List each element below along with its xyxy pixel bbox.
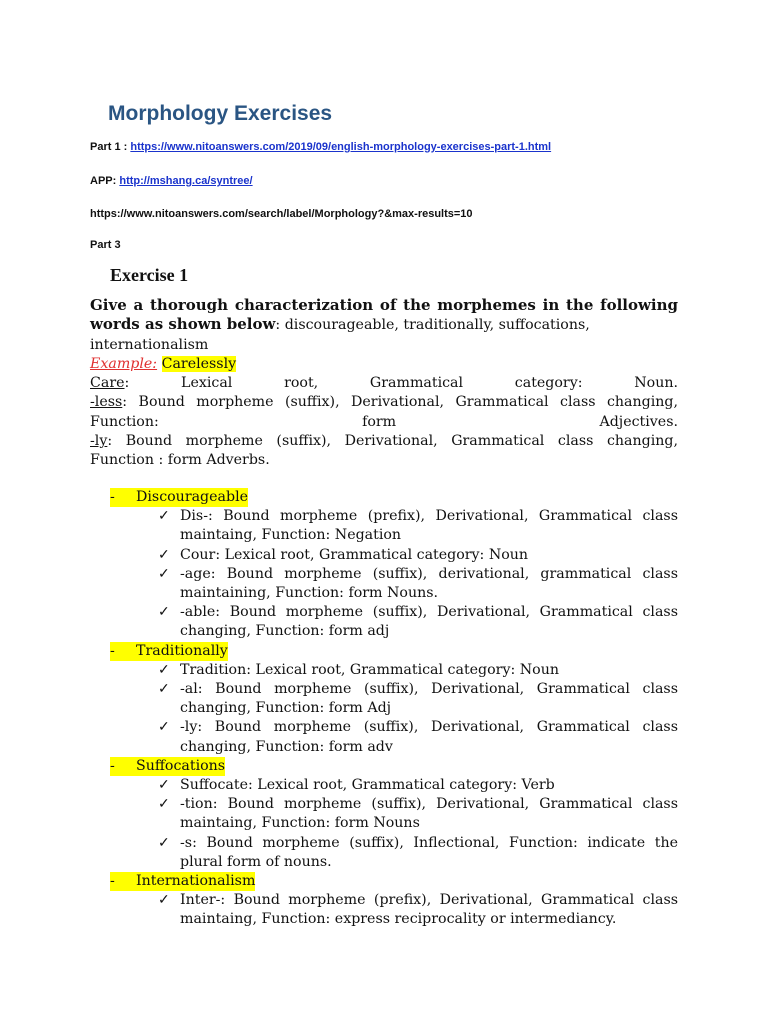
app-label: APP: bbox=[90, 175, 120, 187]
checkmark-icon: ✓ bbox=[158, 834, 170, 851]
part1-label: Part 1 : bbox=[90, 141, 131, 153]
checkmark-icon: ✓ bbox=[158, 719, 170, 736]
sub-item-line-1: Inter-: Bound morpheme (prefix), Derivational, Grammatical class bbox=[180, 892, 678, 909]
instruction-bold-tail: words as shown below bbox=[90, 315, 276, 334]
instruction-line-2 bbox=[90, 315, 678, 335]
sub-item-line-1: -able: Bound morpheme (suffix), Derivational, Grammatical class bbox=[180, 604, 678, 621]
sub-item-line-1: -ly: Bound morpheme (suffix), Derivational, Grammatical class bbox=[180, 719, 678, 736]
dash-bullet: - bbox=[110, 757, 115, 774]
word-label: Internationalism bbox=[136, 873, 256, 890]
care-morph: Care bbox=[90, 375, 125, 392]
sub-item-line-1: Tradition: Lexical root, Grammatical category: Noun bbox=[180, 661, 559, 678]
word-label: Suffocations bbox=[136, 757, 226, 774]
morpheme-sublist bbox=[110, 891, 678, 929]
checkmark-icon: ✓ bbox=[158, 796, 170, 813]
sub-item bbox=[0, 680, 678, 718]
ly-morph: -ly bbox=[90, 433, 108, 450]
exercise-intro bbox=[90, 296, 678, 471]
care-line bbox=[90, 374, 678, 393]
dash-bullet: - bbox=[110, 489, 115, 505]
sub-item bbox=[0, 795, 678, 833]
ly-line-2: Function : form Adverbs. bbox=[90, 452, 270, 469]
checkmark-icon: ✓ bbox=[158, 681, 170, 698]
sub-item-line-1: -age: Bound morpheme (suffix), derivational, grammatical class bbox=[180, 565, 678, 582]
checkmark-icon: ✓ bbox=[158, 546, 170, 563]
word-label: Traditionally bbox=[136, 642, 228, 659]
checkmark-icon: ✓ bbox=[158, 892, 170, 909]
part1-line bbox=[90, 141, 551, 153]
sub-item bbox=[0, 834, 678, 872]
search-url-text: https://www.nitoanswers.com/search/label/Morphology?&max-results=10 bbox=[90, 208, 473, 220]
list-item-heading bbox=[110, 642, 228, 661]
list-item-heading bbox=[110, 872, 255, 891]
sub-item-line-2: changing, Function: form adj bbox=[180, 623, 390, 640]
dash-bullet: - bbox=[110, 873, 115, 890]
sub-item-line-1: Suffocate: Lexical root, Grammatical category: Verb bbox=[180, 777, 555, 794]
word-label: Discourageable bbox=[136, 489, 249, 505]
example-label: Example: bbox=[90, 355, 158, 372]
sub-item-line-2: plural form of nouns. bbox=[180, 853, 332, 870]
ly-desc: : Bound morpheme (suffix), Derivational, Grammatical class changing, bbox=[107, 433, 678, 450]
sub-item bbox=[0, 507, 678, 545]
less-desc: : Bound morpheme (suffix), Derivational, Grammatical class changing, bbox=[122, 394, 678, 411]
morpheme-sublist bbox=[110, 661, 678, 757]
morpheme-sublist bbox=[110, 507, 678, 641]
checkmark-icon: ✓ bbox=[158, 508, 170, 525]
sub-item bbox=[0, 718, 678, 756]
sub-item bbox=[0, 546, 678, 565]
list-item bbox=[110, 872, 678, 930]
sub-item-line-2: changing, Function: form Adj bbox=[180, 700, 392, 717]
part3-label: Part 3 bbox=[90, 239, 121, 251]
app-link[interactable]: http://mshang.ca/syntree/ bbox=[119, 175, 253, 187]
list-item bbox=[110, 642, 678, 757]
checkmark-icon: ✓ bbox=[158, 777, 170, 794]
dash-bullet: - bbox=[110, 642, 115, 659]
sub-item-line-1: -tion: Bound morpheme (suffix), Derivational, Grammatical class bbox=[180, 796, 678, 813]
sub-item-line-2: maintaing, Function: Negation bbox=[180, 527, 402, 544]
sub-item bbox=[0, 891, 678, 929]
instruction-line-1: Give a thorough characterization of the morphemes in the following bbox=[90, 296, 678, 314]
exercise-heading: Exercise 1 bbox=[110, 265, 189, 285]
less-morph: -less bbox=[90, 394, 123, 411]
sub-item bbox=[0, 661, 678, 680]
morpheme-list bbox=[110, 488, 678, 930]
app-line bbox=[90, 175, 253, 187]
page-title: Morphology Exercises bbox=[108, 102, 333, 125]
example-word: Carelessly bbox=[161, 355, 237, 372]
instruction-word-list: : discourageable, traditionally, suffocations, bbox=[275, 317, 590, 334]
list-item bbox=[110, 488, 678, 642]
sub-item-line-2: changing, Function: form adv bbox=[180, 738, 393, 755]
sub-item bbox=[0, 603, 678, 641]
list-item-heading bbox=[110, 757, 225, 776]
sub-item-line-2: maintaing, Function: express reciprocality or intermediancy. bbox=[180, 911, 617, 928]
example-line bbox=[90, 355, 678, 374]
checkmark-icon: ✓ bbox=[158, 661, 170, 678]
list-item-heading bbox=[110, 488, 248, 507]
ly-line-1 bbox=[90, 432, 678, 451]
checkmark-icon: ✓ bbox=[158, 565, 170, 582]
less-line-1 bbox=[90, 393, 678, 412]
sub-item-line-1: Cour: Lexical root, Grammatical category: Noun bbox=[180, 546, 529, 563]
sub-item-line-1: Dis-: Bound morpheme (prefix), Derivational, Grammatical class bbox=[180, 508, 678, 525]
part1-link[interactable]: https://www.nitoanswers.com/2019/09/english-morphology-exercises-part-1.html bbox=[130, 141, 552, 153]
checkmark-icon: ✓ bbox=[158, 604, 170, 621]
list-item bbox=[110, 757, 678, 872]
less-line-2: Function: form Adjectives. bbox=[90, 413, 678, 430]
sub-item bbox=[0, 776, 678, 795]
sub-item-line-2: maintaining, Function: form Nouns. bbox=[180, 585, 439, 602]
care-desc: : Lexical root, Grammatical category: Noun. bbox=[124, 375, 678, 392]
instruction-word-list-end: internationalism bbox=[90, 336, 209, 353]
sub-item-line-1: -al: Bound morpheme (suffix), Derivational, Grammatical class bbox=[180, 681, 678, 698]
sub-item-line-1: -s: Bound morpheme (suffix), Inflectional, Function: indicate the bbox=[180, 834, 678, 851]
sub-item-line-2: maintaing, Function: form Nouns bbox=[180, 815, 420, 832]
sub-item bbox=[0, 565, 678, 603]
morpheme-sublist bbox=[110, 776, 678, 872]
